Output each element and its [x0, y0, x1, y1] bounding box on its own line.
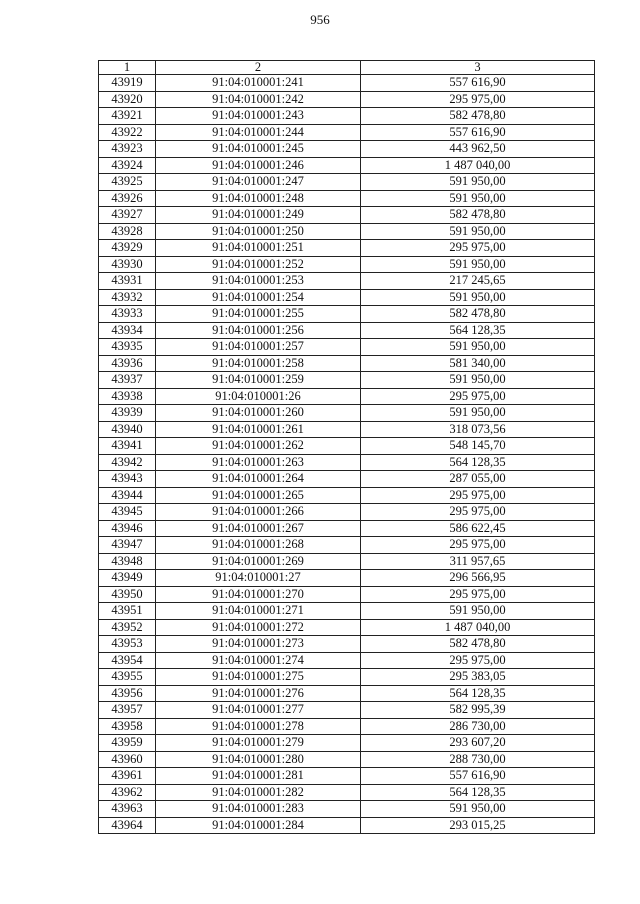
- row-number-cell: 43941: [99, 438, 156, 455]
- cadastral-number-cell: 91:04:010001:268: [156, 537, 361, 554]
- row-number-cell: 43957: [99, 702, 156, 719]
- row-number-cell: 43953: [99, 636, 156, 653]
- row-number-cell: 43963: [99, 801, 156, 818]
- row-number-cell: 43952: [99, 619, 156, 636]
- cadastral-number-cell: 91:04:010001:27: [156, 570, 361, 587]
- table-row: [99, 553, 595, 570]
- value-cell: 582 478,80: [361, 207, 595, 224]
- value-cell: 295 975,00: [361, 586, 595, 603]
- table-row: [99, 75, 595, 92]
- value-cell: 296 566,95: [361, 570, 595, 587]
- table-row: [99, 322, 595, 339]
- cadastral-number-cell: 91:04:010001:273: [156, 636, 361, 653]
- table-row: [99, 207, 595, 224]
- table-row: [99, 471, 595, 488]
- row-number-cell: 43932: [99, 289, 156, 306]
- row-number-cell: 43961: [99, 768, 156, 785]
- table-row: [99, 718, 595, 735]
- cadastral-number-cell: 91:04:010001:275: [156, 669, 361, 686]
- table-row: [99, 372, 595, 389]
- value-cell: 295 975,00: [361, 504, 595, 521]
- cadastral-number-cell: 91:04:010001:271: [156, 603, 361, 620]
- value-cell: 564 128,35: [361, 784, 595, 801]
- cadastral-number-cell: 91:04:010001:270: [156, 586, 361, 603]
- row-number-cell: 43951: [99, 603, 156, 620]
- cadastral-number-cell: 91:04:010001:277: [156, 702, 361, 719]
- row-number-cell: 43950: [99, 586, 156, 603]
- column-header-2: 2: [156, 61, 361, 75]
- value-cell: 582 995,39: [361, 702, 595, 719]
- cadastral-number-cell: 91:04:010001:249: [156, 207, 361, 224]
- table-row: [99, 289, 595, 306]
- table-row: [99, 108, 595, 125]
- row-number-cell: 43960: [99, 751, 156, 768]
- value-cell: 591 950,00: [361, 223, 595, 240]
- row-number-cell: 43942: [99, 454, 156, 471]
- value-cell: 591 950,00: [361, 372, 595, 389]
- value-cell: 318 073,56: [361, 421, 595, 438]
- row-number-cell: 43937: [99, 372, 156, 389]
- row-number-cell: 43926: [99, 190, 156, 207]
- table-row: [99, 784, 595, 801]
- value-cell: 591 950,00: [361, 603, 595, 620]
- table-row: [99, 240, 595, 257]
- value-cell: 564 128,35: [361, 685, 595, 702]
- row-number-cell: 43945: [99, 504, 156, 521]
- cadastral-number-cell: 91:04:010001:260: [156, 405, 361, 422]
- row-number-cell: 43938: [99, 388, 156, 405]
- row-number-cell: 43959: [99, 735, 156, 752]
- value-cell: 591 950,00: [361, 339, 595, 356]
- row-number-cell: 43931: [99, 273, 156, 290]
- value-cell: 295 975,00: [361, 91, 595, 108]
- cadastral-number-cell: 91:04:010001:262: [156, 438, 361, 455]
- table-row: [99, 685, 595, 702]
- cadastral-number-cell: 91:04:010001:242: [156, 91, 361, 108]
- cadastral-number-cell: 91:04:010001:257: [156, 339, 361, 356]
- table-row: [99, 570, 595, 587]
- value-cell: 293 607,20: [361, 735, 595, 752]
- cadastral-number-cell: 91:04:010001:259: [156, 372, 361, 389]
- table-row: [99, 405, 595, 422]
- cadastral-number-cell: 91:04:010001:269: [156, 553, 361, 570]
- page-number: 956: [310, 12, 330, 27]
- table-header-row: [99, 61, 595, 75]
- value-cell: 286 730,00: [361, 718, 595, 735]
- cadastral-number-cell: 91:04:010001:284: [156, 817, 361, 834]
- table-row: [99, 124, 595, 141]
- row-number-cell: 43962: [99, 784, 156, 801]
- table-row: [99, 586, 595, 603]
- table-row: [99, 256, 595, 273]
- table-row: [99, 817, 595, 834]
- cadastral-number-cell: 91:04:010001:243: [156, 108, 361, 125]
- cadastral-number-cell: 91:04:010001:26: [156, 388, 361, 405]
- cadastral-number-cell: 91:04:010001:266: [156, 504, 361, 521]
- value-cell: 582 478,80: [361, 108, 595, 125]
- value-cell: 295 383,05: [361, 669, 595, 686]
- table-row: [99, 223, 595, 240]
- row-number-cell: 43919: [99, 75, 156, 92]
- value-cell: 548 145,70: [361, 438, 595, 455]
- column-header-1: 1: [99, 61, 156, 75]
- cadastral-number-cell: 91:04:010001:241: [156, 75, 361, 92]
- value-cell: 591 950,00: [361, 289, 595, 306]
- row-number-cell: 43939: [99, 405, 156, 422]
- cadastral-number-cell: 91:04:010001:254: [156, 289, 361, 306]
- row-number-cell: 43956: [99, 685, 156, 702]
- row-number-cell: 43936: [99, 355, 156, 372]
- table-row: [99, 751, 595, 768]
- row-number-cell: 43955: [99, 669, 156, 686]
- cadastral-number-cell: 91:04:010001:246: [156, 157, 361, 174]
- cadastral-number-cell: 91:04:010001:261: [156, 421, 361, 438]
- cadastral-number-cell: 91:04:010001:267: [156, 520, 361, 537]
- table-row: [99, 454, 595, 471]
- data-table: [98, 60, 595, 834]
- row-number-cell: 43940: [99, 421, 156, 438]
- row-number-cell: 43944: [99, 487, 156, 504]
- value-cell: 564 128,35: [361, 322, 595, 339]
- table-row: [99, 438, 595, 455]
- cadastral-number-cell: 91:04:010001:281: [156, 768, 361, 785]
- table-row: [99, 190, 595, 207]
- cadastral-number-cell: 91:04:010001:245: [156, 141, 361, 158]
- row-number-cell: 43954: [99, 652, 156, 669]
- row-number-cell: 43948: [99, 553, 156, 570]
- value-cell: 582 478,80: [361, 306, 595, 323]
- row-number-cell: 43947: [99, 537, 156, 554]
- row-number-cell: 43934: [99, 322, 156, 339]
- cadastral-number-cell: 91:04:010001:247: [156, 174, 361, 191]
- value-cell: 591 950,00: [361, 801, 595, 818]
- table-row: [99, 702, 595, 719]
- table-row: [99, 91, 595, 108]
- table-row: [99, 421, 595, 438]
- row-number-cell: 43927: [99, 207, 156, 224]
- value-cell: 295 975,00: [361, 487, 595, 504]
- row-number-cell: 43922: [99, 124, 156, 141]
- cadastral-number-cell: 91:04:010001:250: [156, 223, 361, 240]
- cadastral-number-cell: 91:04:010001:265: [156, 487, 361, 504]
- cadastral-number-cell: 91:04:010001:279: [156, 735, 361, 752]
- cadastral-number-cell: 91:04:010001:253: [156, 273, 361, 290]
- table-row: [99, 157, 595, 174]
- value-cell: 1 487 040,00: [361, 157, 595, 174]
- row-number-cell: 43943: [99, 471, 156, 488]
- cadastral-number-cell: 91:04:010001:276: [156, 685, 361, 702]
- table-row: [99, 520, 595, 537]
- value-cell: 443 962,50: [361, 141, 595, 158]
- table-row: [99, 174, 595, 191]
- value-cell: 288 730,00: [361, 751, 595, 768]
- cadastral-number-cell: 91:04:010001:255: [156, 306, 361, 323]
- table-row: [99, 652, 595, 669]
- value-cell: 582 478,80: [361, 636, 595, 653]
- value-cell: 557 616,90: [361, 124, 595, 141]
- row-number-cell: 43935: [99, 339, 156, 356]
- table-row: [99, 669, 595, 686]
- row-number-cell: 43921: [99, 108, 156, 125]
- column-header-3: 3: [361, 61, 595, 75]
- value-cell: 586 622,45: [361, 520, 595, 537]
- table-row: [99, 339, 595, 356]
- row-number-cell: 43929: [99, 240, 156, 257]
- value-cell: 591 950,00: [361, 174, 595, 191]
- table-row: [99, 355, 595, 372]
- value-cell: 564 128,35: [361, 454, 595, 471]
- row-number-cell: 43964: [99, 817, 156, 834]
- row-number-cell: 43924: [99, 157, 156, 174]
- cadastral-number-cell: 91:04:010001:283: [156, 801, 361, 818]
- table-row: [99, 273, 595, 290]
- cadastral-number-cell: 91:04:010001:256: [156, 322, 361, 339]
- row-number-cell: 43958: [99, 718, 156, 735]
- value-cell: 581 340,00: [361, 355, 595, 372]
- table-row: [99, 735, 595, 752]
- cadastral-number-cell: 91:04:010001:244: [156, 124, 361, 141]
- row-number-cell: 43930: [99, 256, 156, 273]
- value-cell: 557 616,90: [361, 75, 595, 92]
- cadastral-number-cell: 91:04:010001:264: [156, 471, 361, 488]
- value-cell: 557 616,90: [361, 768, 595, 785]
- table-row: [99, 504, 595, 521]
- value-cell: 287 055,00: [361, 471, 595, 488]
- value-cell: 1 487 040,00: [361, 619, 595, 636]
- table-row: [99, 537, 595, 554]
- cadastral-number-cell: 91:04:010001:252: [156, 256, 361, 273]
- table-body: [99, 61, 595, 834]
- value-cell: 295 975,00: [361, 240, 595, 257]
- value-cell: 311 957,65: [361, 553, 595, 570]
- value-cell: 591 950,00: [361, 256, 595, 273]
- value-cell: 295 975,00: [361, 537, 595, 554]
- cadastral-number-cell: 91:04:010001:278: [156, 718, 361, 735]
- table-row: [99, 619, 595, 636]
- table-row: [99, 141, 595, 158]
- cadastral-number-cell: 91:04:010001:274: [156, 652, 361, 669]
- table-row: [99, 388, 595, 405]
- cadastral-number-cell: 91:04:010001:248: [156, 190, 361, 207]
- row-number-cell: 43933: [99, 306, 156, 323]
- cadastral-number-cell: 91:04:010001:282: [156, 784, 361, 801]
- cadastral-number-cell: 91:04:010001:251: [156, 240, 361, 257]
- value-cell: 591 950,00: [361, 405, 595, 422]
- row-number-cell: 43946: [99, 520, 156, 537]
- row-number-cell: 43949: [99, 570, 156, 587]
- value-cell: 591 950,00: [361, 190, 595, 207]
- table-row: [99, 603, 595, 620]
- cadastral-number-cell: 91:04:010001:263: [156, 454, 361, 471]
- row-number-cell: 43923: [99, 141, 156, 158]
- value-cell: 295 975,00: [361, 388, 595, 405]
- table-row: [99, 487, 595, 504]
- table-row: [99, 306, 595, 323]
- row-number-cell: 43920: [99, 91, 156, 108]
- value-cell: 295 975,00: [361, 652, 595, 669]
- value-cell: 293 015,25: [361, 817, 595, 834]
- value-cell: 217 245,65: [361, 273, 595, 290]
- cadastral-number-cell: 91:04:010001:258: [156, 355, 361, 372]
- table-row: [99, 768, 595, 785]
- row-number-cell: 43928: [99, 223, 156, 240]
- table-row: [99, 801, 595, 818]
- cadastral-number-cell: 91:04:010001:280: [156, 751, 361, 768]
- table-row: [99, 636, 595, 653]
- cadastral-number-cell: 91:04:010001:272: [156, 619, 361, 636]
- row-number-cell: 43925: [99, 174, 156, 191]
